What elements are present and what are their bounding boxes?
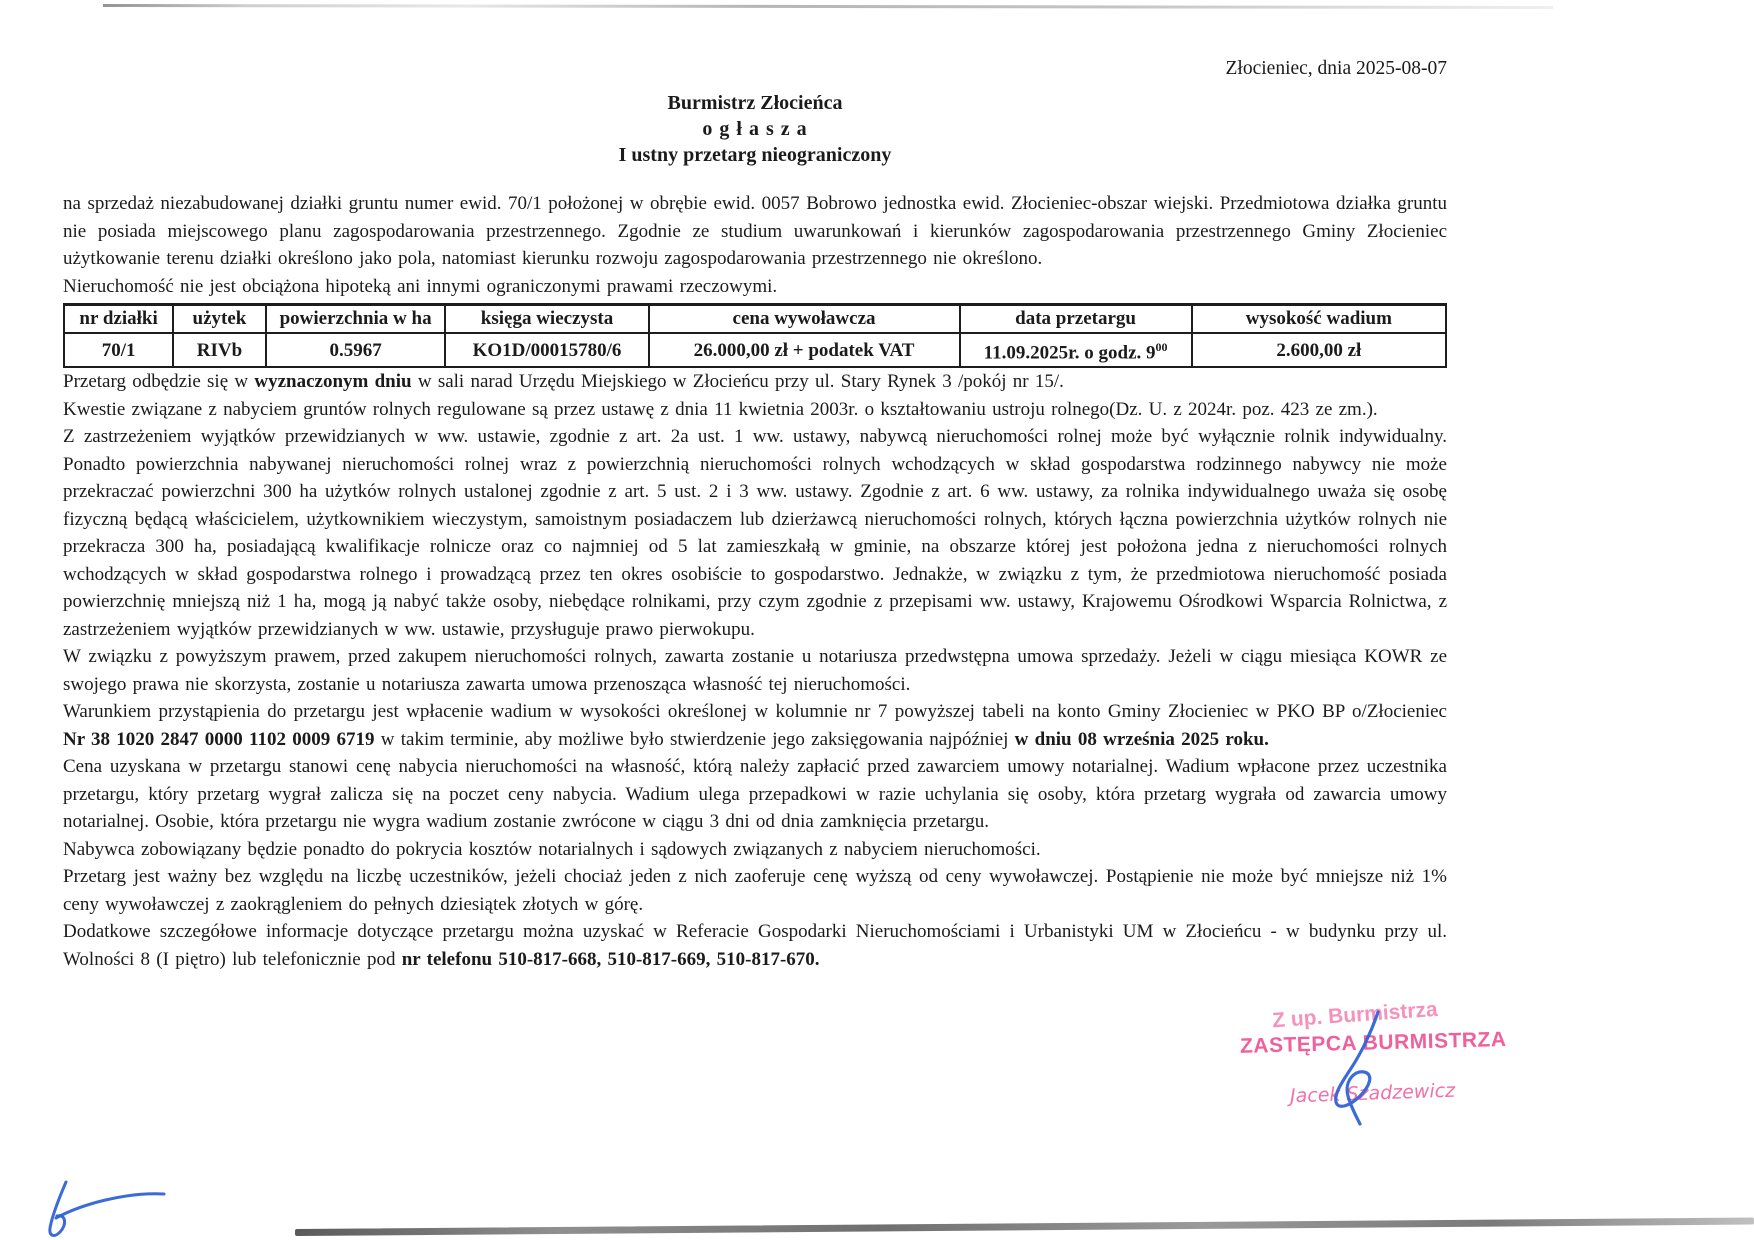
table-row bbox=[64, 333, 1446, 367]
cell-land-register: KO1D/00015780/6 bbox=[445, 333, 648, 367]
cell-tender-date bbox=[960, 333, 1192, 367]
document-title bbox=[63, 90, 1447, 168]
text-run: Dodatkowe szczegółowe informacje dotyczące przetargu można uzyskać w Referacie Gospodarki Nieruchomościami i Urbanistyki UM w Złocieńcu - w budynku przy ul. Wolności 8 (I piętro) lub telefonicznie pod bbox=[63, 921, 1447, 970]
paragraph-tender-location bbox=[63, 368, 1447, 396]
table-header-row bbox=[64, 305, 1446, 334]
pen-signature-icon bbox=[1300, 1008, 1430, 1128]
stamp-signer-name: Jacek Szadzewicz bbox=[1289, 1079, 1456, 1108]
text-run: Warunkiem przystąpienia do przetargu jest wpłacenie wadium w wysokości określonej w kolumnie nr 7 powyższej tabeli na konto Gminy Złocieniec w PKO BP o/Złocieniec bbox=[63, 701, 1447, 723]
cell-plot-number: 70/1 bbox=[64, 333, 173, 367]
title-tender-type: I ustny przetarg nieograniczony bbox=[618, 144, 892, 166]
cell-deposit-amount: 2.600,00 zł bbox=[1192, 333, 1446, 367]
header-plot-number: nr działki bbox=[64, 305, 173, 334]
official-stamp bbox=[1180, 997, 1540, 1108]
cell-area-ha: 0.5967 bbox=[266, 333, 446, 367]
bank-account-number: Nr 38 1020 2847 0000 1102 0009 6719 bbox=[63, 728, 375, 750]
header-starting-price: cena wywoławcza bbox=[649, 305, 960, 334]
paragraph-subject: na sprzedaż niezabudowanej działki gruntu numer ewid. 70/1 położonej w obrębie ewid. 0057 Bobrowo jednostka ewid. Złocieniec-obszar wiejski. Przedmiotowa działka gruntu nie posiada miejscowego planu zagospodarowania przestrzennego. Zgodnie ze studium uwarunkowań i kierunków zagospodarowania przestrzennego Gminy Złocieniec użytkowanie terenu działki określono jako pola, natomiast kierunku rozwoju zagospodarowania przestrzennego nie określono. bbox=[63, 193, 1447, 269]
pen-initials-icon bbox=[42, 1178, 172, 1240]
stamp-role-line: ZASTĘPCA BURMISTRZA bbox=[1239, 1027, 1507, 1058]
paragraph-legal-act: Kwestie związane z nabyciem gruntów rolnych regulowane są przez ustawę z dnia 11 kwietnia 2003r. o kształtowaniu ustroju rolnego(Dz. U. z 2024r. poz. 423 ze zm.). bbox=[63, 398, 1378, 420]
text-run: w takim terminie, aby możliwe było stwierdzenie jego zaksięgowania najpóźniej bbox=[374, 728, 1015, 750]
header-land-register: księga wieczysta bbox=[445, 305, 648, 334]
scan-artifact-bottom-bar bbox=[295, 1218, 1754, 1236]
cell-starting-price: 26.000,00 zł + podatek VAT bbox=[649, 333, 960, 367]
intro-section bbox=[63, 190, 1447, 300]
text-run: Przetarg odbędzie się w bbox=[63, 371, 255, 393]
paragraph-additional-info bbox=[63, 918, 1447, 973]
paragraph-notary-costs: Nabywca zobowiązany będzie ponadto do pokrycia kosztów notarialnych i sądowych związanych z nabyciem nieruchomości. bbox=[63, 838, 1041, 860]
contact-phone-numbers: nr telefonu 510-817-668, 510-817-669, 510-817-670. bbox=[401, 948, 820, 970]
text-run: w sali narad Urzędu Miejskiego w Złocieńcu przy ul. Stary Rynek 3 /pokój nr 15/. bbox=[411, 371, 1064, 393]
title-issuer: Burmistrz Złocieńca bbox=[667, 92, 843, 114]
header-land-use: użytek bbox=[173, 305, 266, 334]
cell-land-use: RIVb bbox=[173, 333, 266, 367]
deposit-deadline: w dniu 08 września 2025 roku. bbox=[1014, 728, 1269, 750]
header-deposit-amount: wysokość wadium bbox=[1192, 305, 1446, 334]
paragraph-buyer-requirements: Z zastrzeżeniem wyjątków przewidzianych w ww. ustawie, zgodnie z art. 2a ust. 1 ww. ustawy, nabywcą nieruchomości rolnej może być wyłącznie rolnik indywidualny. Ponadto powierzchnia nabywanej nieruchomości rolnej wraz z powierzchnią nieruchomości rolnych wchodzących w skład gospodarstwa rodzinnego nabywcy nie może przekraczać powierzchni 300 ha użytków rolnych ustalonej zgodnie z art. 5 ust. 2 i 3 ww. ustawy. Zgodnie z art. 6 ww. ustawy, za rolnika indywidualnego uważa się osobę fizyczną będącą właścicielem, użytkownikiem wieczystym, samoistnym posiadaczem lub dzierżawcą nieruchomości rolnych, których łączna powierzchnia użytków rolnych nie przekracza 300 ha, posiadającą kwalifikacje rolnicze oraz co najmniej od 5 lat zamieszkałą w gminie, na obszarze której jest położona jedna z nieruchomości rolnych wchodzących w skład gospodarstwa rolnego i prowadzącą przez ten okres osobiście to gospodarstwo. Jednakże, w związku z tym, że przedmiotowa nieruchomość posiada powierzchnię mniejszą niż 1 ha, mogą ją nabyć także osoby, niebędące rolnikami, przy czym zgodnie z przepisami ww. ustawy, Krajowemu Ośrodkowi Wsparcia Rolnictwa, z zastrzeżeniem wyjątków przewidzianych w ww. ustawie, przysługuje prawo pierwokupu. bbox=[63, 426, 1447, 640]
paragraph-kowr-preemption: W związku z powyższym prawem, przed zakupem nieruchomości rolnych, zawarta zostanie u notariusza przedwstępna umowa sprzedaży. Jeżeli w ciągu miesiąca KOWR ze swojego prawa nie skorzysta, zostanie u notariusza zawarta umowa przenosząca własność tej nieruchomości. bbox=[63, 646, 1447, 695]
tender-time-superscript: 00 bbox=[1155, 340, 1168, 354]
header-area-ha: powierzchnia w ha bbox=[266, 305, 446, 334]
header-tender-date: data przetargu bbox=[960, 305, 1192, 334]
text-run-bold: wyznaczonym dniu bbox=[254, 371, 412, 393]
paragraph-no-mortgage: Nieruchomość nie jest obciążona hipoteką ani innymi ograniczonymi prawami rzeczowymi. bbox=[63, 275, 778, 297]
document-content bbox=[63, 0, 1447, 973]
title-announces: o g ł a s z a bbox=[702, 118, 808, 140]
paragraph-validity-and-bid-increment: Przetarg jest ważny bez względu na liczbę uczestników, jeżeli chociaż jeden z nich zaoferuje cenę wyższą od ceny wywoławczej. Postąpienie nie może być mniejsze niż 1% ceny wywoławczej z zaokrągleniem do pełnych dziesiątek złotych w górę. bbox=[63, 866, 1447, 915]
date-line: Złocieniec, dnia 2025-08-07 bbox=[1225, 58, 1447, 79]
paragraph-price-and-deposit-rules: Cena uzyskana w przetargu stanowi cenę nabycia nieruchomości na własność, którą należy zapłacić przed zawarciem umowy notarialnej. Wadium wpłacone przez uczestnika przetargu, który przetarg wygrał zalicza się na poczet ceny nabycia. Wadium ulega przepadkowi w razie uchylania się osoby, która przetarg wygrała od zawarcia umowy notarialnej. Osobie, która przetargu nie wygra wadium zostanie zwrócone w ciągu 3 dni od dnia zamknięcia przetargu. bbox=[63, 756, 1447, 833]
paragraph-deposit-payment bbox=[63, 698, 1447, 753]
terms-section bbox=[63, 368, 1447, 973]
tender-date-text: 11.09.2025r. o godz. 9 bbox=[983, 342, 1156, 364]
stamp-authorization-line: Z up. Burmistrza bbox=[1271, 997, 1439, 1033]
lot-table bbox=[63, 303, 1447, 368]
